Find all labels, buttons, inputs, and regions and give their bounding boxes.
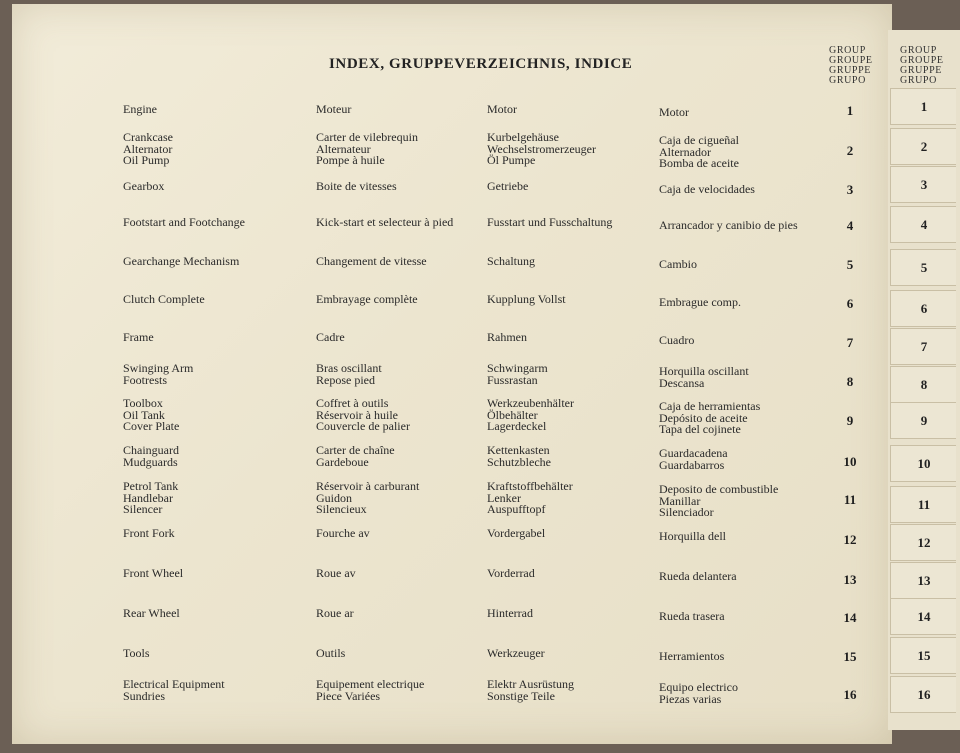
group-number: 6 [846,296,854,311]
french-entry-line: Gardeboue [316,454,369,469]
english-entry-line: Footrests [123,372,168,387]
group-header-tabs [900,46,944,86]
english-entry [123,104,157,116]
group-number: 13 [843,572,857,587]
german-entry-line: Motor [487,102,517,116]
group-header-line: GRUPPE [829,65,871,76]
french-entry [316,568,356,580]
english-entry-line: Front Fork [123,526,175,540]
english-entry [123,217,245,229]
group-header-line: GRUPO [829,75,866,86]
group-number: 14 [843,610,857,625]
spanish-entry [659,401,760,436]
index-tab-label: 16 [917,687,931,702]
spanish-entry-line: Deposito de combustible [659,482,779,496]
group-number: 10 [843,454,857,469]
group-number: 15 [843,649,857,664]
french-entry [316,256,427,268]
french-entry [316,363,382,386]
german-entry [487,608,533,620]
spanish-entry-line: Herramientos [659,649,725,663]
spanish-entry-line: Bomba de aceite [659,156,739,171]
german-entry-line: Getriebe [487,179,529,193]
spanish-entry [659,448,728,471]
french-entry-line: Repose pied [316,372,375,387]
spanish-entry [659,682,738,705]
index-tab-12[interactable] [890,524,956,561]
french-entry-line: Pompe à huile [316,153,385,168]
english-entry [123,363,193,386]
english-entry [123,294,205,306]
english-entry-line: Gearbox [123,179,165,193]
spanish-entry [659,107,689,119]
german-entry [487,398,574,433]
index-tab-14[interactable] [890,598,956,635]
german-entry [487,294,566,306]
french-entry [316,528,370,540]
group-number: 16 [843,687,857,702]
index-tab-13[interactable] [890,562,956,599]
german-entry-line: Sonstige Teile [487,688,555,703]
spanish-entry-line: Alternador [659,144,711,159]
group-header-line: GROUP [829,45,866,56]
group-header-line: GRUPPE [900,65,942,76]
group-number: 3 [846,182,854,197]
french-entry [316,104,351,116]
german-entry-line: Wechselstromerzeuger [487,141,596,156]
french-entry-line: Outils [316,646,346,660]
spanish-entry [659,135,739,170]
spanish-entry-line: Rueda trasera [659,609,725,623]
german-entry-line: Rahmen [487,330,527,344]
index-tab-4[interactable] [890,206,956,243]
spanish-entry-line: Piezas varias [659,691,722,706]
french-entry-line: Fourche av [316,526,370,540]
index-tab-label: 7 [920,339,928,354]
spanish-entry [659,531,726,543]
french-entry-line: Roue ar [316,606,354,620]
english-entry-line: Toolbox [123,396,163,410]
french-entry [316,132,418,167]
spanish-entry-line: Rueda delantera [659,569,737,583]
french-entry [316,294,418,306]
french-entry [316,679,424,702]
english-entry-line: Alternator [123,141,173,156]
spanish-entry [659,611,725,623]
german-entry [487,217,612,229]
page-title: INDEX, GRUPPEVERZEICHNIS, INDICE [329,56,633,72]
english-entry [123,568,183,580]
index-tab-9[interactable] [890,402,956,439]
group-number: 9 [846,413,854,428]
english-entry [123,648,150,660]
spanish-entry-line: Caja de cigueñal [659,133,739,147]
german-entry [487,181,528,193]
spanish-entry-line: Depósito de aceite [659,410,748,425]
spanish-entry-line: Caja de velocidades [659,182,755,196]
index-tab-label: 5 [920,260,928,275]
spanish-entry [659,366,749,389]
english-entry-line: Crankcase [123,130,173,144]
group-number: 5 [846,257,854,272]
index-tab-label: 2 [920,139,928,154]
french-entry-line: Carter de vilebrequin [316,130,418,144]
index-tab-label: 13 [917,573,931,588]
french-entry [316,217,453,229]
index-tab-5[interactable] [890,249,956,286]
spanish-entry [659,297,741,309]
spanish-entry-line: Cuadro [659,333,695,347]
spanish-entry-line: Horquilla oscillant [659,364,749,378]
german-entry [487,528,545,540]
french-entry-line: Coffret à outils [316,396,389,410]
spanish-entry-line: Guardacadena [659,446,728,460]
german-entry [487,568,535,580]
index-tab-7[interactable] [890,328,956,365]
spanish-entry-line: Descansa [659,375,705,390]
german-entry [487,445,551,468]
german-entry [487,481,573,516]
french-entry-line: Bras oscillant [316,361,382,375]
index-tab-label: 15 [917,648,931,663]
index-tab-label: 4 [920,217,928,232]
index-tab-15[interactable] [890,637,956,674]
spanish-entry-line: Motor [659,105,689,119]
english-entry-line: Gearchange Mechanism [123,254,240,268]
english-entry [123,679,225,702]
english-entry-line: Front Wheel [123,566,184,580]
french-entry-line: Silencieux [316,502,367,517]
group-header-main [829,46,873,86]
german-entry-line: Kettenkasten [487,443,550,457]
spanish-entry-line: Caja de herramientas [659,399,761,413]
english-entry-line: Engine [123,102,157,116]
english-entry [123,608,180,620]
spanish-entry-line: Guardabarros [659,457,725,472]
english-entry-line: Petrol Tank [123,479,179,493]
english-entry-line: Swinging Arm [123,361,194,375]
french-entry-line: Changement de vitesse [316,254,427,268]
english-entry-line: Sundries [123,688,165,703]
german-entry-line: Schwingarm [487,361,548,375]
spanish-entry-line: Cambio [659,257,697,271]
french-entry [316,648,345,660]
index-tab-label: 14 [917,609,931,624]
german-entry [487,256,535,268]
english-entry [123,181,164,193]
german-entry-line: Lenker [487,490,521,505]
german-entry-line: Öl Pumpe [487,153,536,168]
french-entry [316,398,410,433]
spanish-entry [659,184,755,196]
german-entry-line: Fusstart und Fusschaltung [487,215,613,229]
german-entry-line: Kurbelgehäuse [487,130,559,144]
spanish-entry [659,571,737,583]
spanish-entry [659,220,798,232]
english-entry [123,528,175,540]
french-entry-line: Réservoir à huile [316,407,398,422]
spanish-entry [659,335,694,347]
index-tab-label: 3 [920,177,928,192]
index-tab-3[interactable] [890,166,956,203]
german-entry-line: Schutzbleche [487,454,551,469]
german-entry-line: Lagerdeckel [487,419,547,434]
english-entry [123,445,179,468]
french-entry-line: Equipement electrique [316,677,425,691]
french-entry-line: Réservoir à carburant [316,479,420,493]
spanish-entry-line: Manillar [659,493,701,508]
french-entry-line: Embrayage complète [316,292,418,306]
english-entry-line: Rear Wheel [123,606,180,620]
spanish-entry-line: Equipo electrico [659,680,738,694]
english-entry-line: Chainguard [123,443,179,457]
spanish-entry-line: Horquilla dell [659,529,726,543]
spanish-entry [659,484,778,519]
german-entry-line: Vorderrad [487,566,535,580]
index-tab-label: 1 [920,99,928,114]
german-entry-line: Hinterrad [487,606,533,620]
english-entry-line: Silencer [123,502,163,517]
english-entry [123,398,179,433]
german-entry-line: Vordergabel [487,526,546,540]
french-entry-line: Moteur [316,102,352,116]
german-entry [487,332,527,344]
german-entry-line: Werkzeubenhälter [487,396,574,410]
french-entry-line: Kick-start et selecteur à pied [316,215,454,229]
index-tab-label: 6 [920,301,928,316]
index-tab-label: 12 [917,535,931,550]
group-number: 1 [846,103,854,118]
german-entry [487,679,574,702]
index-tab-label: 11 [917,497,931,512]
index-tab-1[interactable] [890,88,956,125]
index-tab-label: 8 [920,377,928,392]
french-entry-line: Boite de vitesses [316,179,397,193]
group-header-line: GROUPE [900,55,944,66]
french-entry-line: Guidon [316,490,352,505]
english-entry-line: Handlebar [123,490,173,505]
english-entry [123,132,173,167]
german-entry-line: Elektr Ausrüstung [487,677,574,691]
english-entry-line: Frame [123,330,154,344]
group-number: 12 [843,532,857,547]
group-number: 7 [846,335,854,350]
french-entry-line: Carter de chaîne [316,443,395,457]
english-entry-line: Footstart and Footchange [123,215,245,229]
french-entry-line: Piece Variées [316,688,381,703]
english-entry-line: Electrical Equipment [123,677,225,691]
group-header-line: GRUPO [900,75,937,86]
spanish-entry-line: Embrague comp. [659,295,741,309]
english-entry-line: Oil Pump [123,153,170,168]
german-entry [487,104,517,116]
french-entry [316,332,345,344]
index-tab-label: 10 [917,456,931,471]
group-number: 8 [846,374,854,389]
group-header-line: GROUP [900,45,937,56]
index-tab-16[interactable] [890,676,956,713]
group-number: 2 [846,143,854,158]
english-entry-line: Clutch Complete [123,292,205,306]
spanish-entry-line: Arrancador y canibio de pies [659,218,798,232]
english-entry [123,481,178,516]
german-entry-line: Kraftstoffbehälter [487,479,573,493]
german-entry-line: Schaltung [487,254,535,268]
german-entry-line: Werkzeuger [487,646,545,660]
spanish-entry [659,651,724,663]
german-entry-line: Ölbehälter [487,407,538,422]
index-tab-10[interactable] [890,445,956,482]
french-entry [316,481,419,516]
group-header-line: GROUPE [829,55,873,66]
german-entry-line: Fussrastan [487,372,538,387]
german-entry-line: Auspufftopf [487,502,546,517]
english-entry-line: Oil Tank [123,407,165,422]
french-entry-line: Couvercle de palier [316,419,410,434]
english-entry [123,332,154,344]
german-entry [487,648,545,660]
group-number: 11 [843,492,857,507]
english-entry-line: Mudguards [123,454,178,469]
german-entry [487,363,548,386]
english-entry-line: Cover Plate [123,419,180,434]
index-tab-2[interactable] [890,128,956,165]
group-number: 4 [846,218,854,233]
french-entry-line: Roue av [316,566,356,580]
french-entry [316,608,354,620]
index-tab-label: 9 [920,413,928,428]
french-entry [316,445,395,468]
spanish-entry-line: Tapa del cojinete [659,422,741,437]
german-entry [487,132,596,167]
french-entry-line: Cadre [316,330,345,344]
spanish-entry [659,259,697,271]
french-entry-line: Alternateur [316,141,371,156]
index-tab-6[interactable] [890,290,956,327]
spanish-entry-line: Silenciador [659,505,714,520]
french-entry [316,181,397,193]
index-tab-11[interactable] [890,486,956,523]
german-entry-line: Kupplung Vollst [487,292,566,306]
english-entry-line: Tools [123,646,150,660]
index-tab-8[interactable] [890,366,956,403]
english-entry [123,256,239,268]
